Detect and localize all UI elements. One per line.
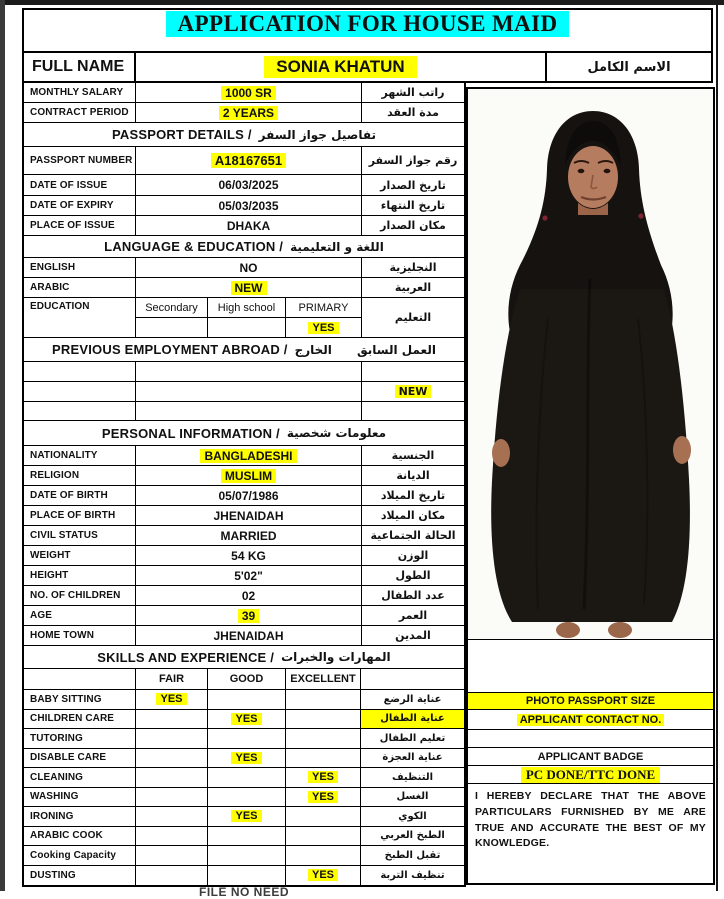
education-level-primary: PRIMARY (298, 301, 349, 314)
english-value-cell (136, 258, 362, 277)
arabic-value-cell (136, 278, 362, 297)
previous-employment-cell (136, 382, 362, 401)
skill-excellent-cell (286, 846, 361, 865)
file-note: FILE NO NEED (198, 885, 289, 899)
skill-row-baby-sitting (24, 690, 464, 710)
section-header-passport (24, 123, 464, 147)
skill-fair-cell (136, 749, 208, 768)
status-note-row (468, 766, 713, 784)
date-of-birth-label: DATE OF BIRTH (24, 486, 136, 505)
civil-status-row (24, 526, 464, 546)
civil-status-value-cell (136, 526, 362, 545)
religion-value-cell (136, 466, 362, 485)
skill-label: DUSTING (24, 866, 136, 886)
skill-arabic: الغسل (396, 791, 429, 803)
previous-employment-cell (136, 362, 362, 381)
grade-column-good: GOOD (208, 669, 286, 689)
previous-employment-section-title-arabic: العمل السابق الخارج (294, 342, 436, 357)
section-header-personal-information (24, 421, 464, 446)
arabic-row (24, 278, 464, 298)
nationality-arabic: الجنسية (391, 449, 435, 462)
skill-good-cell (208, 827, 286, 846)
height-value: 5'02" (234, 568, 263, 583)
place-of-birth-value-cell (136, 506, 362, 525)
nationality-label: NATIONALITY (24, 446, 136, 465)
contact-row (468, 710, 713, 730)
passport-section-title: PASSPORT DETAILS / (112, 127, 252, 142)
education-label: EDUCATION (24, 298, 136, 337)
skill-fair-cell (136, 866, 208, 886)
english-label: ENGLISH (24, 258, 136, 277)
education-answer-primary-value: YES (308, 322, 338, 334)
skills-grade-arabic-blank (361, 669, 464, 689)
skills-grade-blank (24, 669, 136, 689)
skill-arabic: الكوي (398, 810, 427, 822)
age-value-cell (136, 606, 362, 625)
skill-good-cell (208, 749, 286, 768)
arabic-label: ARABIC (24, 278, 136, 297)
monthly-salary-label: MONTHLY SALARY (24, 83, 136, 102)
skill-arabic: تنظيف التربة (380, 869, 445, 881)
applicant-photo-cell (468, 89, 713, 640)
date-of-birth-row (24, 486, 464, 506)
home-town-row (24, 626, 464, 646)
previous-employment-cell (24, 362, 136, 381)
nationality-value-cell (136, 446, 362, 465)
home-town-value: JHENAIDAH (213, 628, 284, 643)
skill-excellent-cell (286, 768, 361, 787)
age-label: AGE (24, 606, 136, 625)
date-of-expiry-row (24, 196, 464, 216)
skill-label: Cooking Capacity (24, 846, 136, 865)
contract-period-value: 2 YEARS (219, 106, 278, 120)
education-answer-high-school (208, 318, 286, 337)
date-of-issue-row (24, 175, 464, 196)
civil-status-arabic: الحالة الجتماعية (370, 529, 456, 542)
skill-label: TUTORING (24, 729, 136, 748)
date-of-issue-arabic: تاريخ الصدار (380, 178, 446, 192)
skill-fair-cell (136, 729, 208, 748)
previous-employment-cell (362, 382, 464, 401)
skill-row-disable-care (24, 749, 464, 769)
skill-row-ironing (24, 807, 464, 827)
personal-section-title-arabic: معلومات شخصية (286, 426, 387, 440)
children-label: NO. OF CHILDREN (24, 586, 136, 605)
skill-good-cell (208, 807, 286, 826)
skill-label: ARABIC COOK (24, 827, 136, 846)
skill-good-cell (208, 846, 286, 865)
place-of-issue-label: PLACE OF ISSUE (24, 216, 136, 235)
english-arabic: النجليزية (389, 261, 437, 274)
skill-excellent-cell (286, 827, 361, 846)
skill-excellent-cell (286, 749, 361, 768)
personal-section-title: PERSONAL INFORMATION / (101, 425, 280, 441)
monthly-salary-value: 1000 SR (221, 86, 276, 100)
passport-number-arabic: رقم جواز السفر (368, 154, 458, 167)
place-of-issue-value-cell (136, 216, 362, 235)
education-level-names (136, 298, 361, 318)
contact-blank-row (468, 730, 713, 748)
date-of-expiry-arabic: تاريخ النتهاء (380, 199, 446, 212)
date-of-birth-value: 05/07/1986 (218, 488, 279, 503)
skill-fair-cell (136, 846, 208, 865)
skill-arabic: عناية العجزة (382, 752, 443, 764)
contact-label: APPLICANT CONTACT NO. (517, 714, 665, 726)
home-town-value-cell (136, 626, 362, 645)
skill-excellent-cell (286, 729, 361, 748)
education-level-secondary: Secondary (136, 298, 208, 317)
previous-employment-cell (24, 402, 136, 420)
monthly-salary-arabic: راتب الشهر (381, 86, 445, 99)
weight-value-cell (136, 546, 362, 565)
skill-good-value: YES (231, 752, 261, 764)
place-of-issue-arabic: مكان الصدار (380, 219, 446, 232)
education-answer-secondary (136, 318, 208, 337)
skill-fair-cell (136, 768, 208, 787)
arabic-value: NEW (231, 281, 267, 295)
side-panel (466, 87, 715, 885)
previous-employment-row-2 (24, 382, 464, 402)
date-of-issue-value-cell (136, 175, 362, 195)
weight-row (24, 546, 464, 566)
skills-section-title-arabic: المهارات والخبرات (281, 650, 391, 664)
skill-row-cooking-capacity (24, 846, 464, 866)
skill-fair-cell (136, 827, 208, 846)
badge-row (468, 748, 713, 766)
grade-column-fair: FAIR (136, 669, 208, 689)
skill-label: DISABLE CARE (24, 749, 136, 768)
skill-row-dusting (24, 866, 464, 886)
full-name-label-arabic: الاسم الكامل (587, 59, 671, 75)
skill-excellent-value: YES (308, 791, 338, 803)
skill-fair-cell (136, 710, 208, 729)
height-value-cell (136, 566, 362, 585)
skill-good-cell (208, 866, 286, 886)
contract-period-label: CONTRACT PERIOD (24, 103, 136, 122)
date-of-birth-arabic: تاريخ الميلاد (380, 489, 446, 502)
status-note: PC DONE/TTC DONE (521, 767, 660, 783)
place-of-issue-value: DHAKA (226, 218, 271, 233)
children-value: 02 (241, 588, 256, 603)
education-level-high-school: High school (208, 298, 286, 317)
left-border-bar (0, 0, 5, 891)
education-levels-grid (136, 298, 362, 337)
civil-status-label: CIVIL STATUS (24, 526, 136, 545)
previous-employment-section-title: PREVIOUS EMPLOYMENT ABROAD / (52, 342, 288, 357)
place-of-issue-row (24, 216, 464, 236)
full-name-label: FULL NAME (24, 53, 136, 81)
height-row (24, 566, 464, 586)
badge-label: APPLICANT BADGE (537, 750, 644, 763)
skill-excellent-cell (286, 788, 361, 807)
english-value: NO (239, 260, 258, 275)
previous-employment-row-3 (24, 402, 464, 421)
contract-period-row (24, 103, 464, 123)
religion-value: MUSLIM (221, 469, 276, 483)
arabic-arabic: العربية (394, 281, 432, 294)
skill-arabic: تقبل الطبخ (384, 849, 441, 861)
home-town-arabic: المدين (395, 629, 431, 642)
date-of-expiry-label: DATE OF EXPIRY (24, 196, 136, 215)
main-form-table (22, 83, 466, 887)
weight-label: WEIGHT (24, 546, 136, 565)
previous-employment-row-1 (24, 362, 464, 382)
section-header-language-education (24, 236, 464, 258)
education-arabic: التعليم (394, 311, 432, 324)
grade-column-excellent: EXCELLENT (286, 669, 361, 689)
skill-label: BABY SITTING (24, 690, 136, 709)
applicant-photo-illustration (468, 89, 713, 639)
education-row (24, 298, 464, 338)
full-name-value: SONIA KHATUN (264, 56, 416, 78)
religion-arabic: الديانة (396, 469, 430, 482)
language-section-title: LANGUAGE & EDUCATION / (104, 239, 284, 254)
children-arabic: عدد الطفال (381, 589, 445, 602)
declaration-text: I HEREBY DECLARE THAT THE ABOVE PARTICULARS FURNISHED BY ME ARE TRUE AND ACCURATE THE BEST OF MY KNOWLEDGE. (475, 790, 706, 850)
full-name-value-cell (136, 53, 547, 81)
civil-status-value: MARRIED (220, 528, 277, 543)
education-level-answers (136, 318, 361, 337)
home-town-label: HOME TOWN (24, 626, 136, 645)
skill-row-tutoring (24, 729, 464, 749)
skill-good-cell (208, 710, 286, 729)
skill-fair-cell (136, 807, 208, 826)
skill-label: IRONING (24, 807, 136, 826)
skill-good-cell (208, 788, 286, 807)
skill-arabic: عناية الطفال (361, 710, 464, 729)
passport-number-value: A18167651 (211, 153, 286, 168)
passport-number-row (24, 147, 464, 175)
skill-row-cleaning (24, 768, 464, 788)
children-row (24, 586, 464, 606)
skill-fair-value: YES (156, 693, 186, 705)
passport-section-title-arabic: تفاصيل جواز السفر (258, 127, 376, 142)
photo-caption-row (468, 693, 713, 710)
contract-period-arabic: مدة العقد (387, 106, 439, 119)
skill-good-cell (208, 729, 286, 748)
skill-arabic: التنظيف (391, 771, 434, 783)
previous-employment-cell (24, 382, 136, 401)
skill-fair-cell (136, 690, 208, 709)
full-name-row (22, 53, 713, 83)
monthly-salary-row (24, 83, 464, 103)
skill-good-value: YES (231, 713, 261, 725)
skill-arabic: عناية الرضع (383, 693, 442, 705)
photo-spacer-cell (468, 640, 713, 693)
previous-employment-cell (362, 402, 464, 420)
form-title-box (22, 8, 713, 53)
skill-label: WASHING (24, 788, 136, 807)
skill-excellent-cell (286, 690, 361, 709)
passport-number-label: PASSPORT NUMBER (24, 147, 136, 174)
skill-good-cell (208, 690, 286, 709)
date-of-issue-value: 06/03/2025 (218, 178, 279, 192)
nationality-value: BANGLADESHI (200, 449, 296, 463)
previous-employment-status: NEW (395, 385, 432, 398)
skill-label: CHILDREN CARE (24, 710, 136, 729)
education-answer-primary (286, 318, 361, 337)
form-title: APPLICATION FOR HOUSE MAID (166, 11, 570, 37)
previous-employment-cell (362, 362, 464, 381)
religion-label: RELIGION (24, 466, 136, 485)
skills-section-title: SKILLS AND EXPERIENCE / (97, 649, 275, 665)
place-of-birth-label: PLACE OF BIRTH (24, 506, 136, 525)
place-of-birth-row (24, 506, 464, 526)
skill-excellent-cell (286, 710, 361, 729)
skill-fair-cell (136, 788, 208, 807)
skill-excellent-value: YES (308, 771, 338, 783)
date-of-birth-value-cell (136, 486, 362, 505)
section-header-skills (24, 646, 464, 669)
skill-arabic: الطبخ العربي (380, 830, 445, 842)
date-of-issue-label: DATE OF ISSUE (24, 175, 136, 195)
skill-label: CLEANING (24, 768, 136, 787)
photo-caption: PHOTO PASSPORT SIZE (525, 695, 656, 707)
skill-arabic: تعليم الطفال (379, 732, 446, 744)
skill-row-children-care (24, 710, 464, 730)
top-border-bar (0, 0, 724, 5)
place-of-birth-value: JHENAIDAH (213, 508, 284, 523)
contract-period-value-cell (136, 103, 362, 122)
nationality-row (24, 446, 464, 466)
english-row (24, 258, 464, 278)
skill-row-washing (24, 788, 464, 808)
height-arabic: الطول (395, 569, 431, 582)
age-row (24, 606, 464, 626)
skills-grade-header-row (24, 669, 464, 690)
section-header-previous-employment (24, 338, 464, 362)
children-value-cell (136, 586, 362, 605)
place-of-birth-arabic: مكان الميلاد (380, 509, 446, 522)
date-of-expiry-value-cell (136, 196, 362, 215)
age-arabic: العمر (398, 609, 428, 622)
date-of-expiry-value: 05/03/2035 (218, 198, 279, 213)
right-page-border (716, 5, 718, 891)
skill-excellent-cell (286, 866, 361, 886)
previous-employment-cell (136, 402, 362, 420)
skill-row-arabic-cook (24, 827, 464, 847)
monthly-salary-value-cell (136, 83, 362, 102)
skill-excellent-cell (286, 807, 361, 826)
skill-good-value: YES (231, 810, 261, 822)
skill-good-cell (208, 768, 286, 787)
language-section-title-arabic: اللغة و التعليمية (290, 239, 384, 254)
height-label: HEIGHT (24, 566, 136, 585)
age-value: 39 (238, 609, 259, 623)
religion-row (24, 466, 464, 486)
weight-arabic: الوزن (397, 549, 429, 562)
passport-number-value-cell (136, 147, 362, 174)
weight-value: 54 KG (231, 548, 266, 563)
skill-excellent-value: YES (308, 869, 338, 881)
